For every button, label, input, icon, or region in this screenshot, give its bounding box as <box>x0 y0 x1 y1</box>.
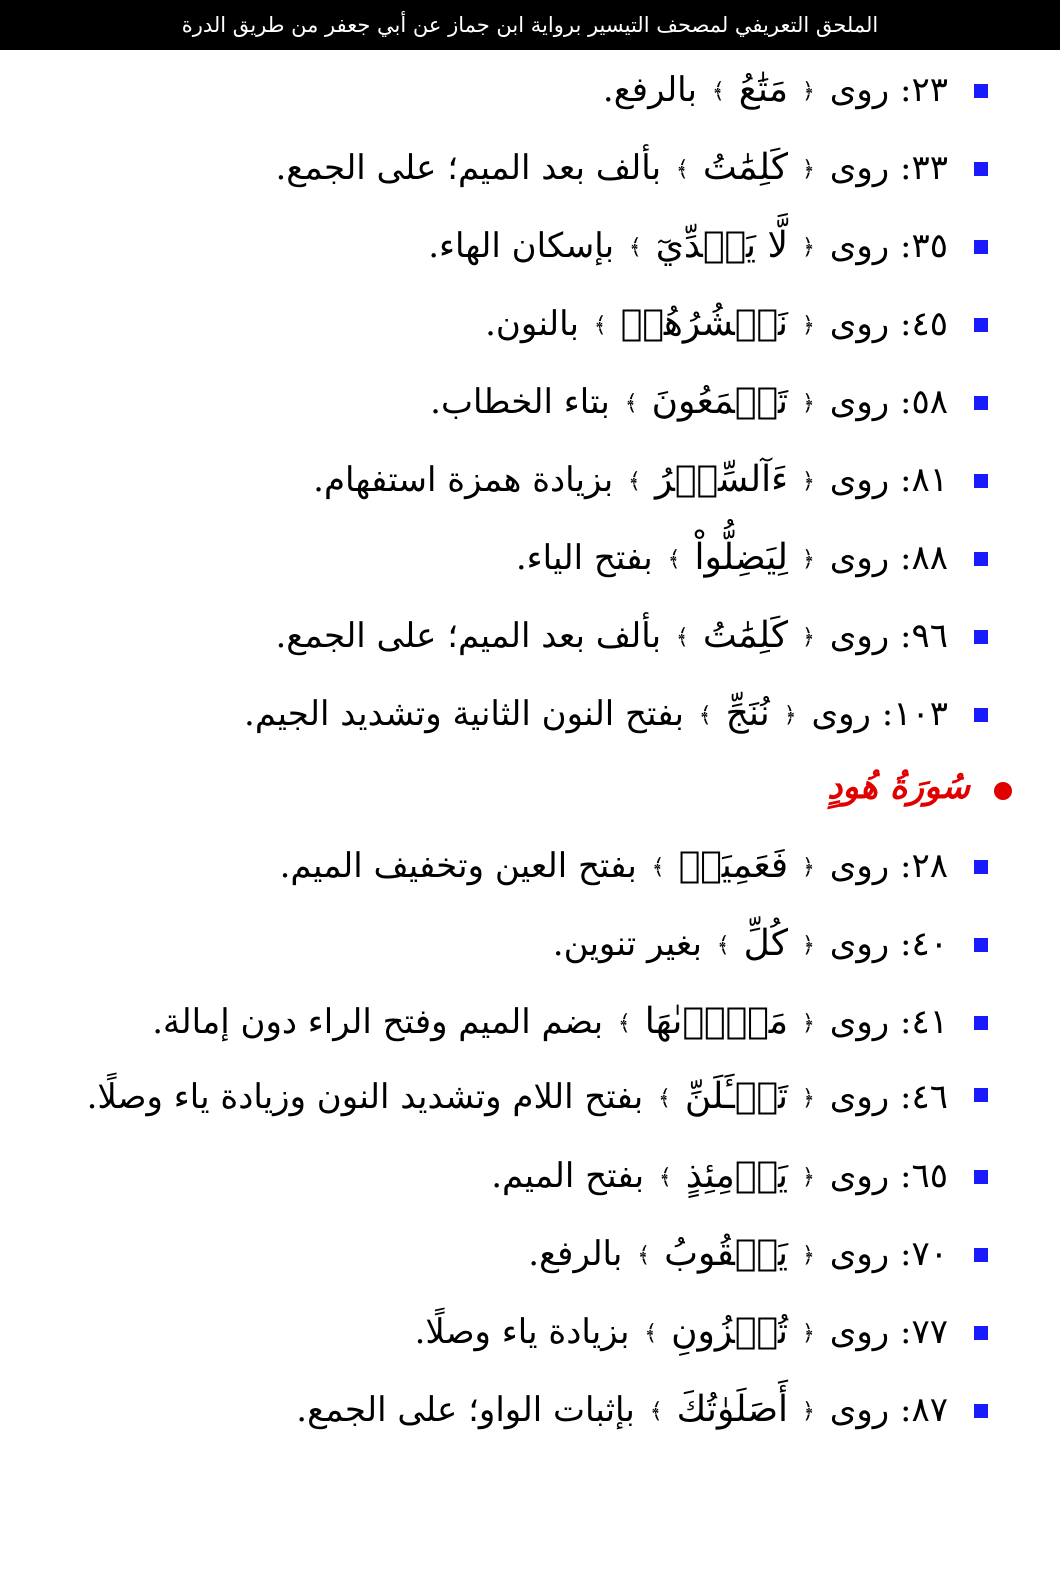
verse-number: ٩٦: <box>900 616 948 656</box>
ornament-close-icon: ﴾ <box>617 1011 631 1036</box>
description: بفتح اللام وتشديد النون وزيادة ياء وصلًا. <box>86 1077 644 1117</box>
list-item <box>0 128 1060 206</box>
quran-word: لَّا يَهۡدِّيٓ <box>655 225 789 266</box>
quran-word: فَعَمِيَتۡ <box>678 845 789 886</box>
verb: روى <box>829 1312 890 1352</box>
verb: روى <box>829 1077 890 1117</box>
bullet-icon <box>974 84 988 98</box>
verse-number: ٨١: <box>900 460 948 500</box>
verb: روى <box>829 226 890 266</box>
verse-number: ٤٥: <box>900 304 948 344</box>
ornament-open-icon: ﴿ <box>802 79 815 104</box>
description: بزيادة همزة استفهام. <box>313 460 614 500</box>
verb: روى <box>811 694 871 734</box>
list-item <box>0 826 1060 904</box>
bullet-icon <box>974 162 988 176</box>
list-item <box>0 284 1060 362</box>
ornament-close-icon: ﴾ <box>698 703 712 728</box>
description: بفتح العين وتخفيف الميم. <box>279 846 637 886</box>
bullet-icon <box>974 860 988 874</box>
description: بألف بعد الميم؛ على الجمع. <box>275 148 662 188</box>
description: بالنون. <box>485 304 579 344</box>
ornament-close-icon: ﴾ <box>649 1399 663 1424</box>
ornament-close-icon: ﴾ <box>637 1243 651 1268</box>
list-item <box>0 518 1060 596</box>
verb: روى <box>829 924 890 964</box>
bullet-icon <box>974 318 988 332</box>
verb: روى <box>829 1234 890 1274</box>
ornament-close-icon: ﴾ <box>644 1321 658 1346</box>
list-item <box>0 1292 1060 1370</box>
ornament-open-icon: ﴿ <box>802 1321 815 1346</box>
ornament-open-icon: ﴿ <box>802 1086 815 1111</box>
quran-word: مَتَٰعُ <box>738 69 789 110</box>
verb: روى <box>829 70 890 110</box>
verb: روى <box>829 538 890 578</box>
verb: روى <box>829 460 890 500</box>
verse-number: ٤٦: <box>900 1077 948 1117</box>
ornament-open-icon: ﴿ <box>802 547 815 572</box>
list-item <box>0 206 1060 284</box>
ornament-open-icon: ﴿ <box>783 703 797 728</box>
quran-word: يَوۡمِئِذٍ <box>685 1155 789 1196</box>
list-item <box>0 50 1060 128</box>
verse-number: ٧٠: <box>900 1234 948 1274</box>
list-part-2 <box>0 826 1060 1448</box>
list-item <box>0 1060 1060 1136</box>
description: بألف بعد الميم؛ على الجمع. <box>275 616 662 656</box>
list-item <box>0 904 1060 982</box>
verse-number: ٨٨: <box>900 538 948 578</box>
verse-number: ٢٨: <box>900 846 948 886</box>
ornament-close-icon: ﴾ <box>716 933 730 958</box>
ornament-open-icon: ﴿ <box>802 313 815 338</box>
ornament-close-icon: ﴾ <box>711 79 725 104</box>
bullet-icon <box>974 708 988 722</box>
list-item <box>0 674 1060 752</box>
verb: روى <box>829 1390 890 1430</box>
ornament-close-icon: ﴾ <box>651 855 665 880</box>
quran-word: تُخۡزُونِ <box>671 1311 789 1352</box>
bullet-icon <box>974 1404 988 1418</box>
ornament-close-icon: ﴾ <box>658 1086 671 1111</box>
ornament-open-icon: ﴿ <box>802 855 815 880</box>
verse-number: ٢٣: <box>900 70 948 110</box>
verb: روى <box>829 382 890 422</box>
quran-word: كَلِمَٰتُ <box>702 147 789 188</box>
description: بفتح النون الثانية وتشديد الجيم. <box>244 694 684 734</box>
bullet-icon <box>974 1248 988 1262</box>
verse-number: ١٠٣: <box>881 694 948 734</box>
quran-word: تَجۡمَعُونَ <box>651 381 789 422</box>
bullet-icon <box>974 1326 988 1340</box>
quran-word: يَعۡقُوبُ <box>664 1233 789 1274</box>
bullet-icon <box>974 938 988 952</box>
ornament-open-icon: ﴿ <box>802 157 815 182</box>
ornament-close-icon: ﴾ <box>624 391 638 416</box>
ornament-close-icon: ﴾ <box>628 469 641 494</box>
description: بزيادة ياء وصلًا. <box>414 1312 630 1352</box>
verse-number: ٣٥: <box>900 226 948 266</box>
bullet-icon <box>974 630 988 644</box>
quran-word: لِيَضِلُّواْ <box>694 537 789 578</box>
list-part-1 <box>0 50 1060 752</box>
quran-word: نُنَجِّ <box>725 693 770 734</box>
verb: روى <box>829 1002 890 1042</box>
description: بفتح الياء. <box>515 538 653 578</box>
quran-word: أَصَلَوٰتُكَ <box>676 1389 789 1430</box>
description: بغير تنوين. <box>552 924 702 964</box>
list-item <box>0 440 1060 518</box>
description: بإسكان الهاء. <box>428 226 615 266</box>
ornament-open-icon: ﴿ <box>802 469 815 494</box>
ornament-close-icon: ﴾ <box>628 235 642 260</box>
description: بإثبات الواو؛ على الجمع. <box>296 1390 635 1430</box>
verb: روى <box>829 304 890 344</box>
bullet-icon <box>974 474 988 488</box>
ornament-close-icon: ﴾ <box>593 313 607 338</box>
ornament-open-icon: ﴿ <box>802 391 815 416</box>
page-header <box>0 0 1060 50</box>
verb: روى <box>829 148 890 188</box>
bullet-icon <box>974 1088 988 1102</box>
list-item <box>0 1370 1060 1448</box>
ornament-open-icon: ﴿ <box>802 1011 815 1036</box>
ornament-open-icon: ﴿ <box>802 1243 815 1268</box>
surah-heading <box>0 752 1060 826</box>
ornament-open-icon: ﴿ <box>802 235 815 260</box>
ornament-close-icon: ﴾ <box>675 157 689 182</box>
header-title: الملحق التعريفي لمصحف التيسير برواية ابن جماز عن أبي جعفر من طريق الدرة <box>181 13 879 37</box>
ornament-close-icon: ﴾ <box>675 625 689 650</box>
description: بالرفع. <box>528 1234 623 1274</box>
list-item <box>0 596 1060 674</box>
surah-title: سُورَةُ هُودٍ <box>827 767 970 807</box>
list-item <box>0 1136 1060 1214</box>
quran-word: نَحۡشُرُهُمۡ <box>620 303 789 344</box>
ornament-close-icon: ﴾ <box>667 547 681 572</box>
description: بتاء الخطاب. <box>430 382 610 422</box>
ornament-open-icon: ﴿ <box>802 933 815 958</box>
description: بضم الميم وفتح الراء دون إمالة. <box>152 1002 604 1042</box>
quran-word: كُلِّ <box>743 923 789 964</box>
verb: روى <box>829 616 890 656</box>
red-dot-icon <box>994 782 1012 800</box>
verse-number: ٥٨: <box>900 382 948 422</box>
quran-word: كَلِمَٰتُ <box>702 615 789 656</box>
verse-number: ٦٥: <box>900 1156 948 1196</box>
list-item <box>0 1214 1060 1292</box>
ornament-close-icon: ﴾ <box>658 1165 672 1190</box>
quran-word: ءَآلسِّحۡرُ <box>654 459 789 500</box>
description: بفتح الميم. <box>491 1156 645 1196</box>
bullet-icon <box>974 1016 988 1030</box>
verse-number: ٤١: <box>900 1002 948 1042</box>
verb: روى <box>829 846 890 886</box>
ornament-open-icon: ﴿ <box>802 1165 815 1190</box>
description: بالرفع. <box>602 70 698 110</box>
list-item <box>0 362 1060 440</box>
list-item <box>0 982 1060 1060</box>
verb: روى <box>829 1156 890 1196</box>
ornament-open-icon: ﴿ <box>802 1399 815 1424</box>
ornament-open-icon: ﴿ <box>802 625 815 650</box>
verse-number: ٤٠: <box>900 924 948 964</box>
bullet-icon <box>974 240 988 254</box>
bullet-icon <box>974 552 988 566</box>
bullet-icon <box>974 1170 988 1184</box>
verse-number: ٨٧: <box>900 1390 948 1430</box>
quran-word: تَسۡـَٔلَنِّ <box>684 1076 789 1117</box>
verse-number: ٧٧: <box>900 1312 948 1352</box>
quran-word: مَجۡرٜىٰهَا <box>644 1001 789 1042</box>
bullet-icon <box>974 396 988 410</box>
verse-number: ٣٣: <box>900 148 948 188</box>
